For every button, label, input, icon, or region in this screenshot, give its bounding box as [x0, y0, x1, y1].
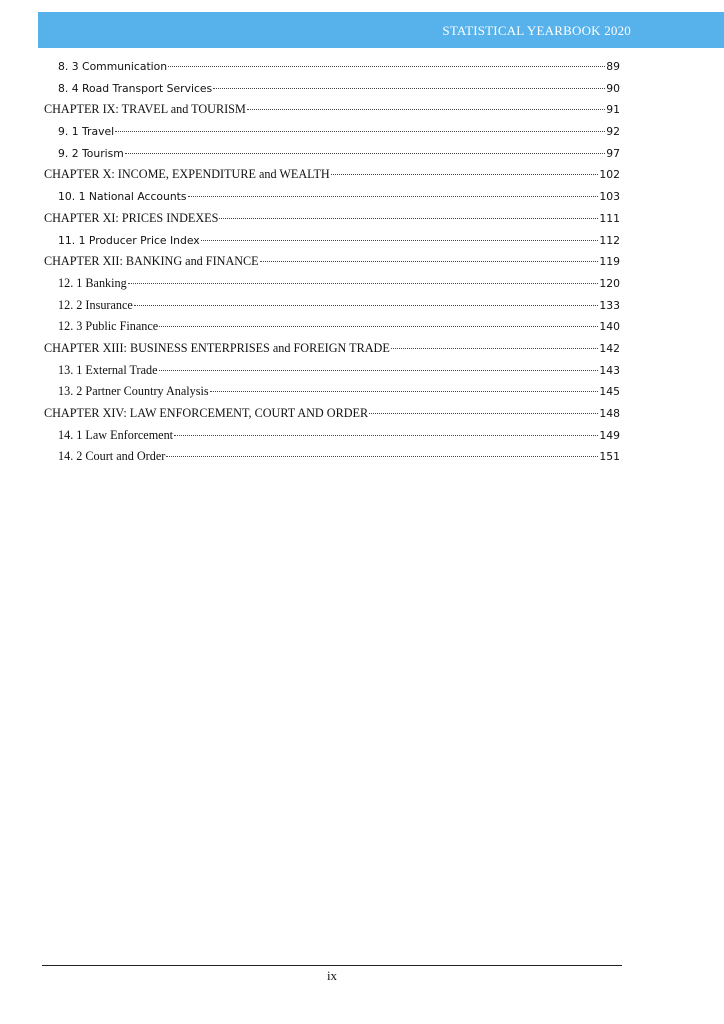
toc-section-entry[interactable] — [44, 56, 620, 78]
dot-leader — [210, 391, 599, 392]
dot-leader — [166, 456, 598, 457]
toc-entry-page-number: 119 — [599, 255, 620, 269]
toc-entry-title: 13. 1 External Trade — [58, 362, 158, 377]
toc-entry-title: 9. 1 Travel — [58, 125, 115, 139]
toc-section-entry[interactable] — [44, 143, 620, 165]
toc-entry-title: CHAPTER XIII: BUSINESS ENTERPRISES and FOREIGN TRADE — [44, 340, 390, 355]
dot-leader — [125, 153, 605, 154]
running-header-title: STATISTICAL YEARBOOK 2020 — [442, 23, 631, 38]
dot-leader — [159, 370, 599, 371]
toc-entry-page-number: 133 — [599, 298, 620, 312]
toc-chapter-entry[interactable] — [44, 403, 620, 425]
toc-section-entry[interactable] — [44, 316, 620, 338]
dot-leader — [174, 435, 598, 436]
toc-entry-page-number: 111 — [599, 211, 620, 225]
dot-leader — [331, 174, 599, 175]
dot-leader — [168, 66, 605, 67]
toc-chapter-entry[interactable] — [44, 99, 620, 121]
toc-entry-title: 13. 2 Partner Country Analysis — [58, 384, 209, 399]
toc-entry-page-number: 148 — [599, 407, 620, 420]
dot-leader — [391, 348, 599, 349]
toc-entry-title: CHAPTER X: INCOME, EXPENDITURE and WEALTH — [44, 167, 330, 182]
toc-entry-page-number: 91 — [606, 103, 620, 117]
toc-section-entry[interactable] — [44, 78, 620, 100]
toc-entry-title: 14. 2 Court and Order — [58, 449, 166, 464]
toc-section-entry[interactable] — [44, 446, 620, 468]
toc-chapter-entry[interactable] — [44, 208, 620, 230]
dot-leader — [219, 218, 598, 219]
toc-entry-page-number: 92 — [606, 125, 620, 139]
toc-entry-title: 8. 3 Communication — [58, 60, 168, 73]
dot-leader — [369, 413, 598, 414]
header-band — [38, 12, 724, 48]
toc-section-entry[interactable] — [44, 381, 620, 403]
toc-entry-title: 12. 1 Banking — [58, 275, 127, 290]
footer-divider — [42, 965, 622, 966]
toc-section-entry[interactable] — [44, 121, 620, 143]
toc-entry-page-number: 145 — [599, 385, 620, 399]
dot-leader — [115, 131, 605, 132]
toc-entry-title: 11. 1 Producer Price Index — [58, 233, 200, 247]
toc-chapter-entry[interactable] — [44, 338, 620, 360]
toc-entry-title: 8. 4 Road Transport Services — [58, 81, 213, 95]
toc-chapter-entry[interactable] — [44, 251, 620, 273]
dot-leader — [201, 240, 599, 241]
dot-leader — [134, 305, 599, 306]
toc-entry-title: CHAPTER XIV: LAW ENFORCEMENT, COURT AND ORDER — [44, 406, 369, 420]
table-of-contents — [44, 56, 620, 468]
toc-section-entry[interactable] — [44, 360, 620, 382]
page-number: ix — [326, 968, 338, 983]
toc-section-entry[interactable] — [44, 273, 620, 295]
toc-section-entry[interactable] — [44, 186, 620, 208]
toc-entry-title: 12. 3 Public Finance — [58, 319, 159, 334]
toc-entry-page-number: 140 — [599, 320, 620, 334]
toc-entry-title: 14. 1 Law Enforcement — [58, 427, 174, 442]
toc-entry-title: CHAPTER XI: PRICES INDEXES — [44, 210, 219, 225]
toc-entry-page-number: 89 — [606, 60, 620, 73]
toc-entry-page-number: 112 — [599, 233, 620, 247]
toc-section-entry[interactable] — [44, 230, 620, 252]
toc-section-entry[interactable] — [44, 295, 620, 317]
toc-entry-page-number: 142 — [599, 341, 620, 355]
toc-entry-title: CHAPTER XII: BANKING and FINANCE — [44, 254, 259, 269]
toc-entry-page-number: 143 — [599, 363, 620, 377]
dot-leader — [159, 326, 598, 327]
toc-entry-title: CHAPTER IX: TRAVEL and TOURISM — [44, 102, 246, 117]
dot-leader — [260, 261, 599, 262]
toc-entry-page-number: 97 — [606, 146, 620, 160]
toc-entry-title: 10. 1 National Accounts — [58, 190, 187, 204]
toc-entry-page-number: 149 — [599, 428, 620, 442]
toc-entry-page-number: 90 — [606, 81, 620, 95]
toc-section-entry[interactable] — [44, 425, 620, 447]
toc-entry-page-number: 120 — [599, 276, 620, 290]
dot-leader — [213, 88, 605, 89]
toc-entry-title: 9. 2 Tourism — [58, 146, 124, 160]
toc-entry-page-number: 151 — [599, 450, 620, 464]
toc-entry-page-number: 102 — [599, 168, 620, 182]
dot-leader — [128, 283, 599, 284]
toc-entry-page-number: 103 — [599, 190, 620, 204]
dot-leader — [247, 109, 605, 110]
toc-entry-title: 12. 2 Insurance — [58, 297, 133, 312]
toc-chapter-entry[interactable] — [44, 164, 620, 186]
dot-leader — [188, 196, 599, 197]
